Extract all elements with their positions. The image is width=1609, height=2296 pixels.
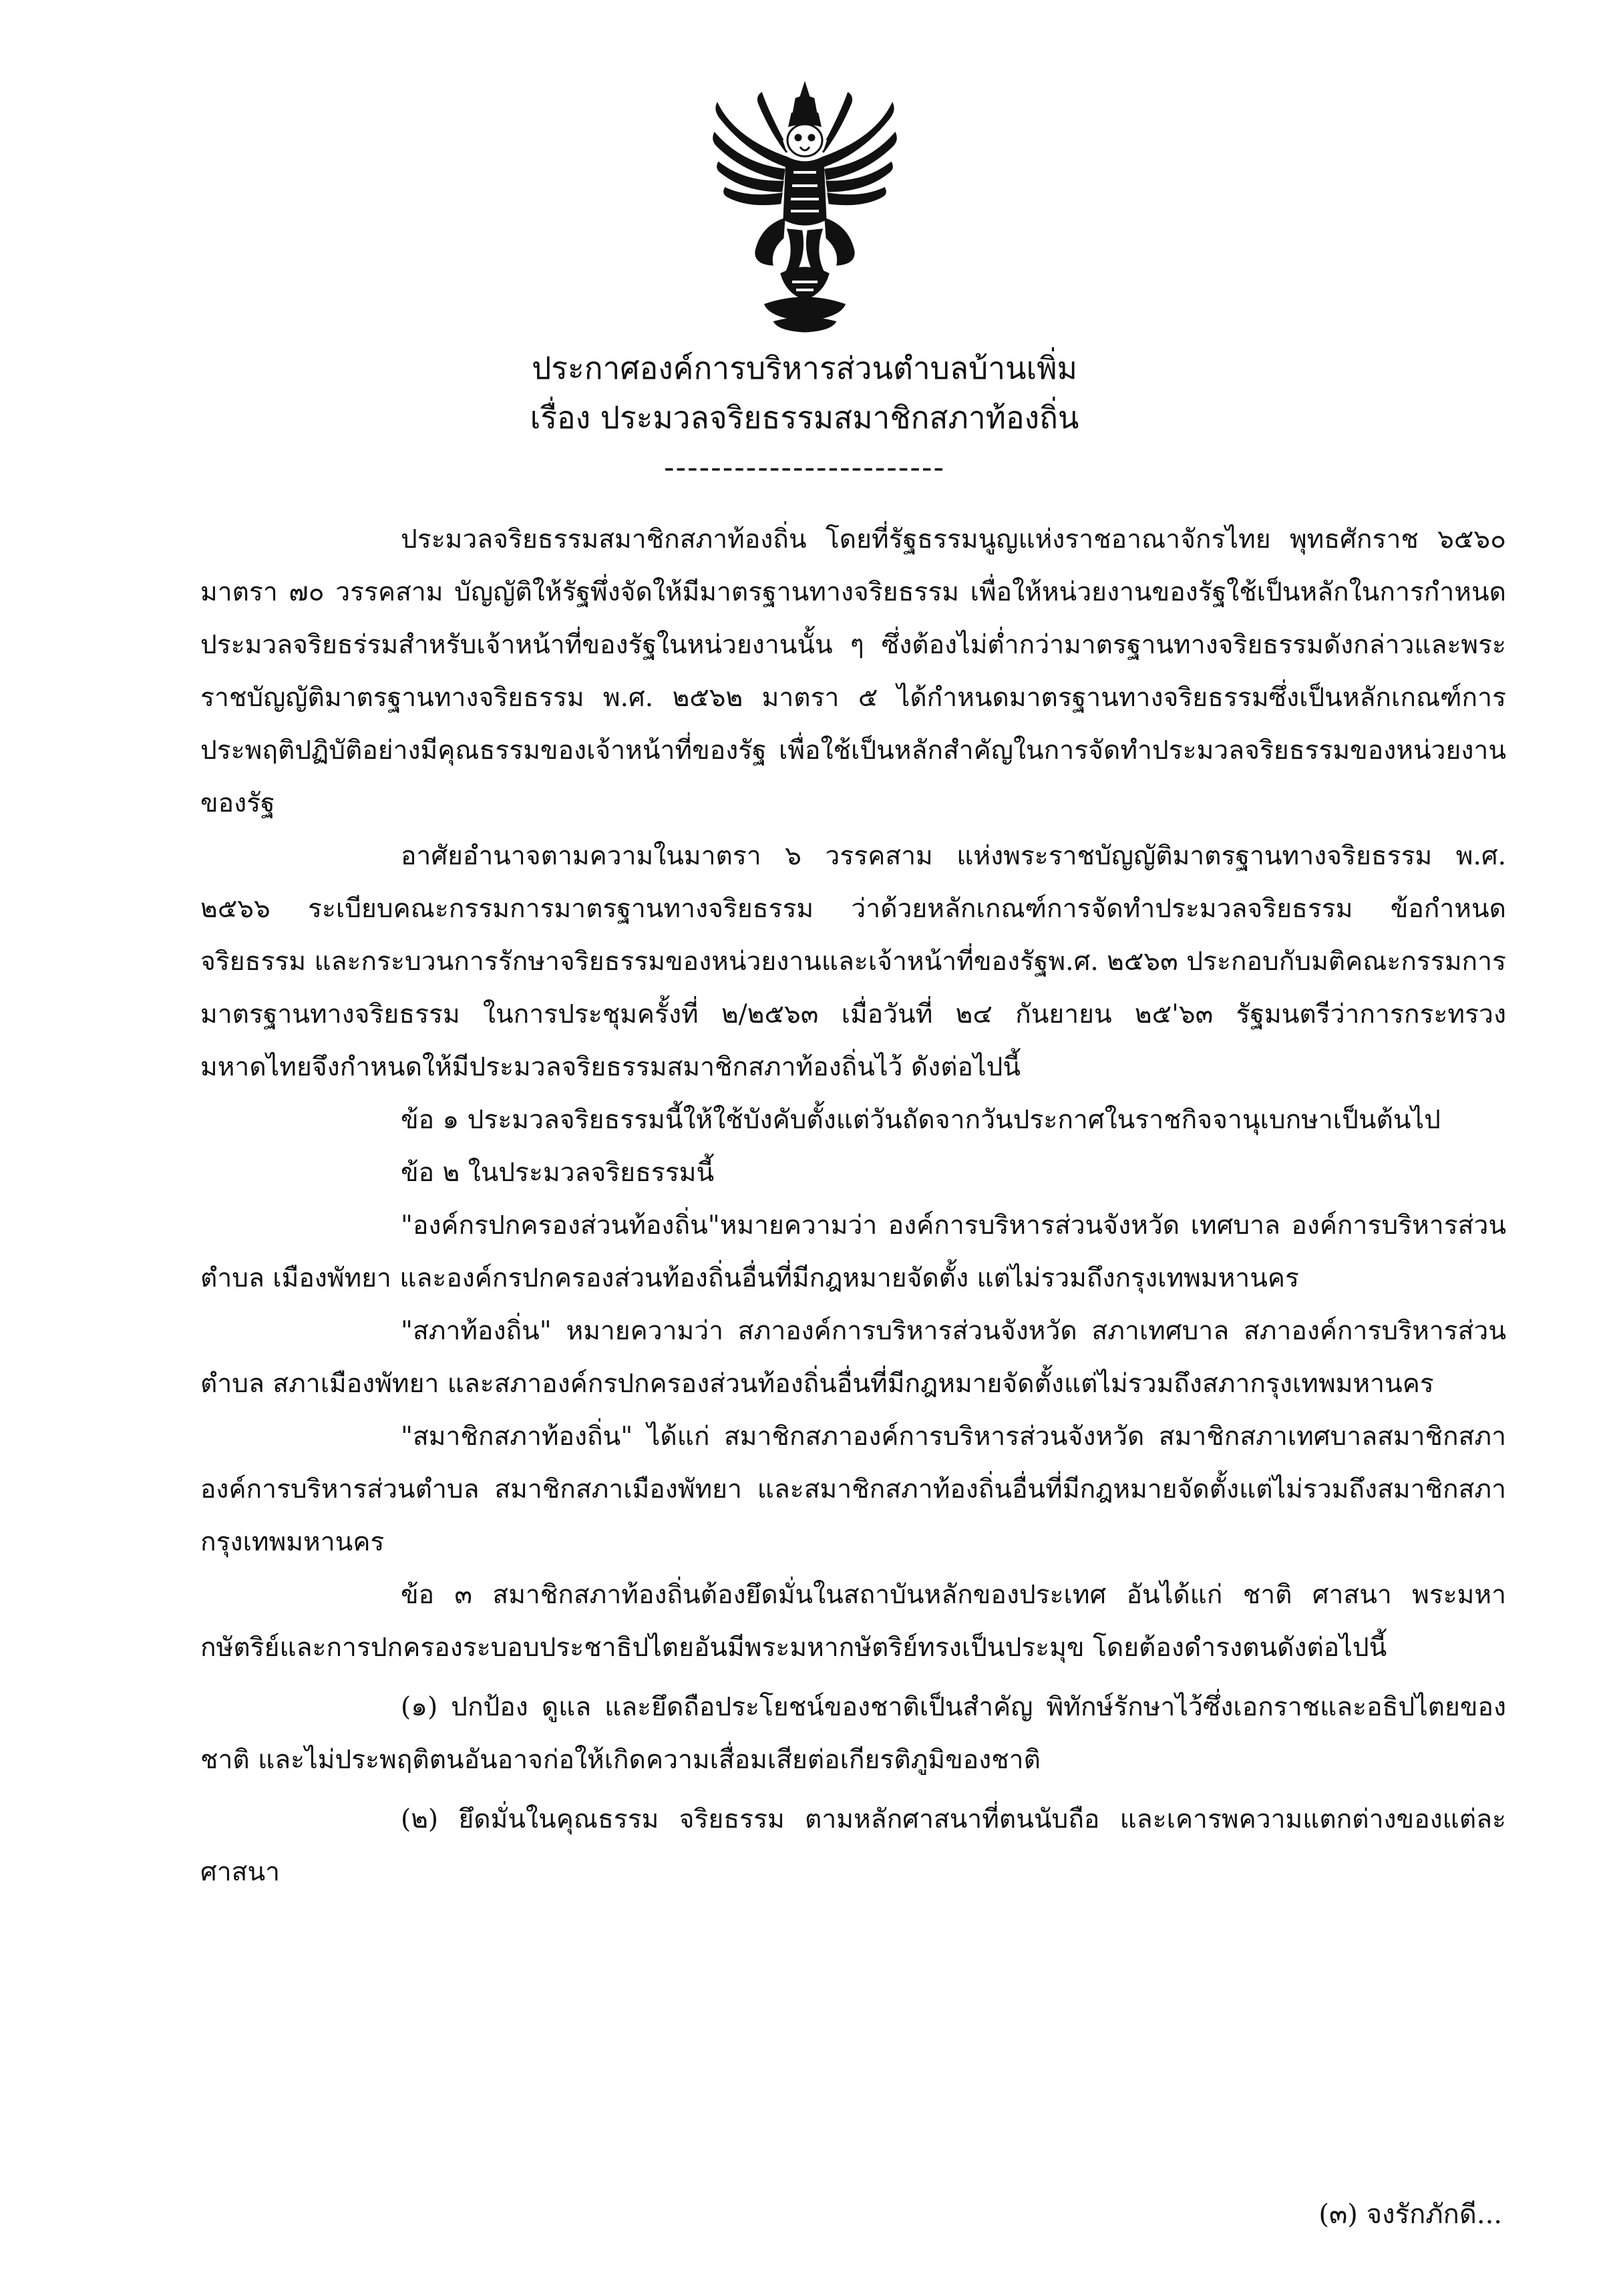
clause-3: ข้อ ๓ สมาชิกสภาท้องถิ่นต้องยึดมั่นในสถาบันหลักของประเทศ อันได้แก่ ชาติ ศาสนา พระมหากษัตริย์และการปกครองระบอบประชาธิปไตยอันมีพระมหากษัตริย์ทรงเป็นประมุข โดยต้องดำรงตนดังต่อไปนี้ <box>200 1580 1506 1663</box>
clause-3-item-2: (๒) ยึดมั่นในคุณธรรม จริยธรรม ตามหลักศาสนาที่ตนนับถือ และเคารพความแตกต่างของแต่ละศาสนา <box>200 1804 1506 1887</box>
continuation-note: (๓) จงรักภักดี... <box>1318 2199 1502 2230</box>
garuda-emblem-icon <box>708 79 902 333</box>
authority-paragraph: อาศัยอำนาจตามความในมาตรา ๖ วรรคสาม แห่งพระราชบัญญัติมาตรฐานทางจริยธรรม พ.ศ. ๒๕๖๖ ระเบียบคณะกรรมการมาตรฐานทางจริยธรรม ว่าด้วยหลักเกณฑ์การจัดทำประมวลจริยธรรม ข้อกำหนดจริยธรรม และกระบวนการรักษาจริยธรรมของหน่วยงานและเจ้าหน้าที่ของรัฐพ.ศ. ๒๕๖๓ ประกอบกับมติคณะกรรมการมาตรฐานทางจริยธรรม ในการประชุมครั้งที่ ๒/๒๕๖๓ เมื่อวันที่ ๒๔ กันยายน ๒๕'๖๓ รัฐมนตรีว่าการกระทรวงมหาดไทยจึงกำหนดให้มีประมวลจริยธรรมสมาชิกสภาท้องถิ่นไว้ ดังต่อไปนี้ <box>200 841 1506 1082</box>
document-body <box>200 513 1506 1899</box>
definition-local-council: "สภาท้องถิ่น" หมายความว่า สภาองค์การบริหารส่วนจังหวัด สภาเทศบาล สภาองค์การบริหารส่วนตำบล สภาเมืองพัทยา และสภาองค์กรปกครองส่วนท้องถิ่นอื่นที่มีกฎหมายจัดตั้งแต่ไม่รวมถึงสภากรุงเทพมหานคร <box>200 1316 1506 1399</box>
definition-local-government: "องค์กรปกครองส่วนท้องถิ่น"หมายความว่า องค์การบริหารส่วนจังหวัด เทศบาล องค์การบริหารส่วนตำบล เมืองพัทยา และองค์กรปกครองส่วนท้องถิ่นอื่นที่มีกฎหมายจัดตั้ง แต่ไม่รวมถึงกรุงเทพมหานคร <box>200 1210 1506 1293</box>
clause-3-item-1: (๑) ปกป้อง ดูแล และยึดถือประโยชน์ของชาติเป็นสำคัญ พิทักษ์รักษาไว้ซึ่งเอกราชและอธิปไตยของชาติ และไม่ประพฤติตนอันอาจก่อให้เกิดความเสื่อมเสียต่อเกียรติภูมิของชาติ <box>200 1692 1506 1775</box>
definition-council-member: "สมาชิกสภาท้องถิ่น" ได้แก่ สมาชิกสภาองค์การบริหารส่วนจังหวัด สมาชิกสภาเทศบาลสมาชิกสภาองค์การบริหารส่วนตำบล สมาชิกสภาเมืองพัทยา และสมาชิกสภาท้องถิ่นอื่นที่มีกฎหมายจัดตั้งแต่ไม่รวมถึงสมาชิกสภากรุงเทพมหานคร <box>200 1422 1506 1557</box>
title-separator: ------------------------ <box>663 449 946 485</box>
clause-1: ข้อ ๑ ประมวลจริยธรรมนี้ให้ใช้บังคับตั้งแต่วันถัดจากวันประกาศในราชกิจจานุเบกษาเป็นต้นไป <box>401 1105 1441 1135</box>
clause-2: ข้อ ๒ ในประมวลจริยธรรมนี้ <box>401 1158 715 1188</box>
preamble-paragraph: ประมวลจริยธรรมสมาชิกสภาท้องถิ่น โดยที่รัฐธรรมนูญแห่งราชอาณาจักรไทย พุทธศักราช ๖๕๖๐ มาตรา ๗๐ วรรคสาม บัญญัติให้รัฐพึ่งจัดให้มีมาตรฐานทางจริยธรรม เพื่อให้หน่วยงานของรัฐใช้เป็นหลักในการกำหนดประมวลจริยธร่รมสำหรับเจ้าหน้าที่ของรัฐในหน่วยงานนั้น ๆ ซึ่งต้องไม่ต่ำกว่ามาตรฐานทางจริยธรรมดังกล่าวและพระราชบัญญัติมาตรฐานทางจริยธรรม พ.ศ. ๒๕๖๒ มาตรา ๕ ได้กำหนดมาตรฐานทางจริยธรรมซึ่งเป็นหลักเกณฑ์การประพฤติปฏิบัติอย่างมีคุณธรรมของเจ้าหน้าที่ของรัฐ เพื่อใช้เป็นหลักสำคัญในการจัดทำประมวลจริยธรรมของหน่วยงานของรัฐ <box>200 524 1506 818</box>
announcement-title: ประกาศองค์การบริหารส่วนตำบลบ้านเพิ่ม <box>532 350 1077 386</box>
announcement-subject: เรื่อง ประมวลจริยธรรมสมาชิกสภาท้องถิ่น <box>530 399 1079 436</box>
